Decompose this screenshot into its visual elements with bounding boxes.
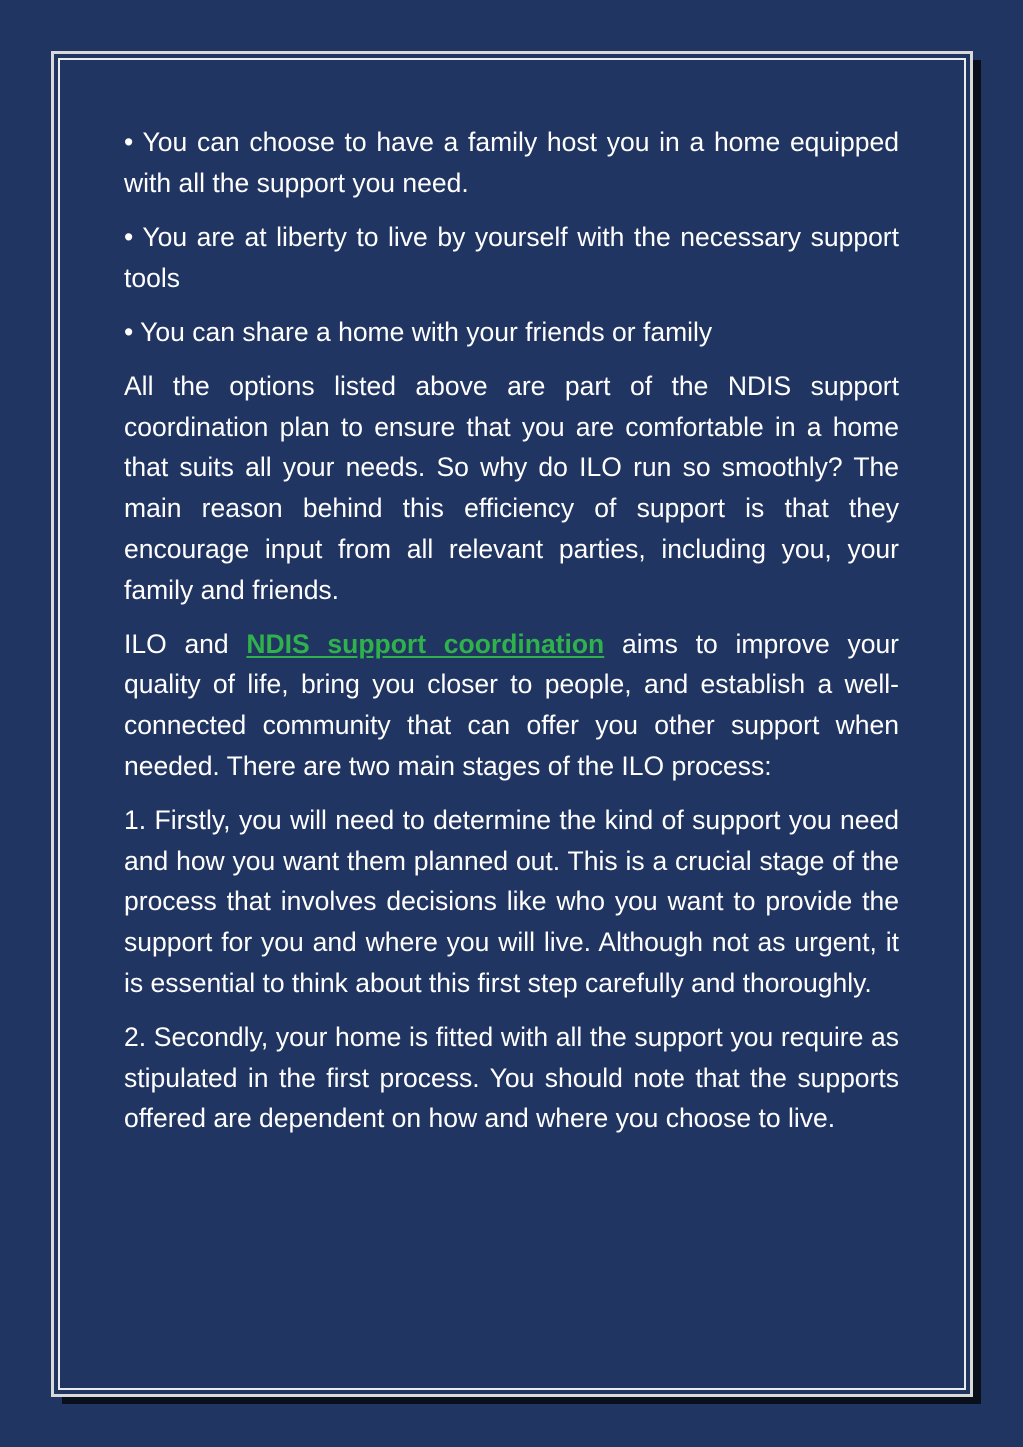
paragraph-ilo-suffix: aims to improve your quality of life, bring you closer to people, and establish a well-connected community that can offer you other support when needed. There are two main stages of the ILO process: (124, 628, 900, 781)
bullet-family-host: • You can choose to have a family host you in a home equipped with all the support you need. (124, 127, 899, 198)
document-body (124, 122, 899, 1153)
paragraph-ilo (124, 624, 899, 787)
bullet-share-home: • You can share a home with your friends or family (124, 316, 713, 347)
paragraph-options: All the options listed above are part of the NDIS support coordination plan to ensure that you are comfortable in a home that suits all your needs. So why do ILO run so smoothly? The main reason behind this efficiency of support is that they encourage input from all relevant parties, including you, your family and friends. (124, 371, 899, 605)
step-1-paragraph: 1. Firstly, you will need to determine the kind of support you need and how you want them planned out. This is a crucial stage of the process that involves decisions like who you want to provide the support for you and where you will live. Although not as urgent, it is essential to think about this first step carefully and thoroughly. (124, 805, 899, 998)
bullet-live-by-yourself: • You are at liberty to live by yourself with the necessary support tools (124, 221, 899, 293)
step-2-paragraph: 2. Secondly, your home is fitted with all the support you require as stipulated in the first process. You should note that the supports offered are dependent on how and where you choose to live. (124, 1022, 899, 1134)
paragraph-ilo-prefix: ILO and (124, 628, 247, 659)
ndis-support-coordination-link[interactable]: NDIS support coordination (246, 628, 605, 659)
